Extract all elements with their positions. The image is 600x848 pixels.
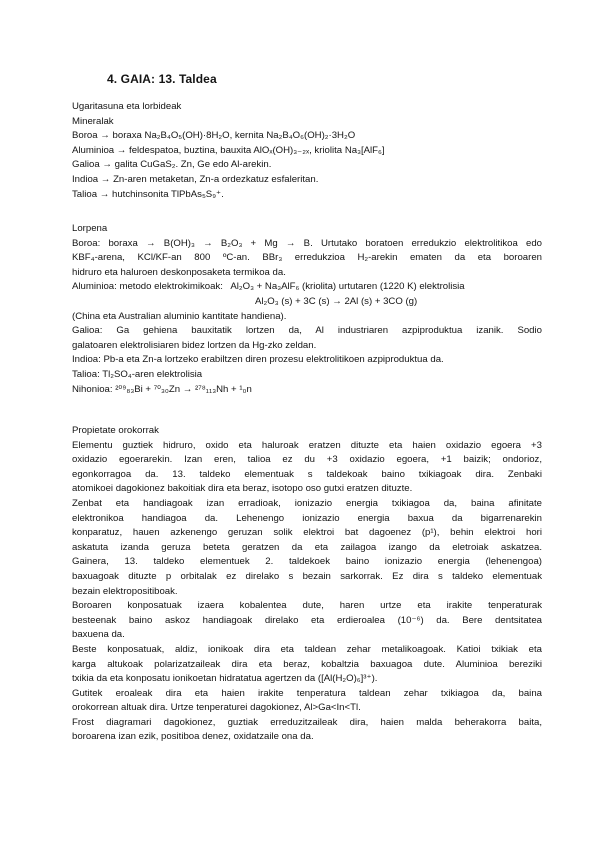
text-line: txikia da eta konposatu ionikoetan hidratatua agertzen da ([Al(H₂O)₆]³⁺). [72,673,378,685]
text-line: baxuagoak dituzte p orbitalak ez direlako s bezain sarkorrak. Ez dira s taldeko elementuak [72,570,542,582]
text-line: Aluminioa → feldespatoa, buztina, bauxita AlOₓ(OH)₃₋₂ₓ, kriolita Na₃[AlF₆] [72,144,385,156]
section-heading-production: Lorpena [72,223,108,234]
text-line: Boroa → boraxa Na₂B₄O₅(OH)·8H₂O, kernita Na₂B₄O₆(OH)₂·3H₂O [72,130,356,142]
text-line: atomikoei dagokionez bakoitiak dira eta beraz, isotopo oso gutxi eratzen dituzte. [72,483,413,495]
section-production [72,222,542,397]
text-line: Zenbat eta handiagoak izan erradioak, ionizazio energia txikiagoa da, baina afinitate [72,497,542,509]
text-line: bezain elektropositiboak. [72,585,178,597]
text-line: Galioa: Ga gehiena bauxitatik lortzen da, Al industriaren azpiproduktua izanik. Sodio [72,325,542,337]
text-line: orokorrean altuak dira. Urtze tenperaturei dagokionez, Al>Ga<In<Tl. [72,702,361,714]
text-line: elektronikoa handiagoa da. Lehenengo ionizazio energia baxua da bigarrenarekin [72,512,542,524]
text-line: Galioa → galita CuGaS₂. Zn, Ge edo Al-arekin. [72,159,272,171]
text-line: Talioa: Tl₂SO₄-aren elektrolisia [72,368,203,380]
subheading-minerals: Mineralak [72,115,114,127]
text-line: besteenak baino askoz handiagoak direlako eta erdieroalea (10⁻⁶) da. Bere dentsitatea [72,614,542,626]
text-line: Elementu guztiek hidruro, oxido eta haluroak eratzen dituzte eta haien oxidazio egoera +3 [72,439,542,451]
text-line: Boroaren konposatuak izaera kobalentea dute, haren urtze eta irakite tenperaturak [72,600,542,612]
text-line: baxuena da. [72,629,125,641]
section-properties [72,424,542,745]
text-line: karga altukoak polarizatzaileak dira eta beraz, kobaltzia baxuagoa dute. Aluminioa bereziki [72,658,542,670]
text-line: Frost diagramari dagokionez, guztiak erreduzitzaileak dira, haien malda beherakorra baita, [72,716,542,728]
section-heading-properties: Propietate orokorrak [72,425,159,436]
text-line: Beste konposatuak, aldiz, ionikoak dira eta taldean zehar metalikoagoak. Katioi txikiak eta [72,643,542,655]
text-line: Indioa: Pb-a eta Zn-a lortzeko erabiltzen diren prozesu elektrolitikoen azpiproduktua da. [72,354,444,366]
text-line: Gainera, 13. taldeko elementuek 2. taldekoek baino ionizazio energia (lehenengoa) [72,556,542,568]
text-line: Nihonioa: ²⁰⁹₈₃Bi + ⁷⁰₃₀Zn → ²⁷⁸₁₁₃Nh + ¹₀n [72,383,252,395]
text-line: Boroa: boraxa → B(OH)₃ → B₂O₃ + Mg → B. Urtutako boratoen erredukzio elektrolitikoa edo [72,237,542,249]
text-line: boroarena izan ezik, positiboa denez, oxidatzaile ona da. [72,731,314,743]
text-line: hidruro eta haluroen deskonposaketa termikoa da. [72,266,286,278]
section-heading-occurrence: Ugaritasuna eta lorbideak [72,101,182,112]
text-line: (China eta Australian aluminio kantitate handiena). [72,310,287,322]
text-line: Talioa → hutchinsonita TlPbAs₅S₉⁺. [72,188,224,200]
text-line: Aluminioa: metodo elektrokimikoak: Al₂O₃ + Na₃AlF₆ (kriolita) urtutaren (1220 K) elektrolisia [72,281,465,293]
text-line: konparatuz, hauen azkenengo geruzan solik elektroi bat dagoenez (p¹), behin elektroi hori [72,527,542,539]
text-line: Gutitek eroaleak dira eta haien irakite tenperatura taldean zehar txikiagoa da, baina [72,687,542,699]
text-line: KBF₄-arena, KCl/KF-an 800 ºC-an. BBr₃ erredukzioa H₂-arekin ematen da eta boroaren [72,252,542,264]
text-line: egonkorragoa da. 13. taldeko elementuak s taldekoak baino txikiagoak dira. Zenbaki [72,468,542,480]
section-occurrence [72,100,542,202]
page-title: 4. GAIA: 13. Taldea [107,72,217,86]
text-line: Al₂O₃ (s) + 3C (s) → 2Al (s) + 3CO (g) [255,295,418,307]
text-line: askatuta izanda geruza beteta geratzen da eta zailagoa izango da eletroiak askatzea. [72,541,542,553]
text-line: oxidazio egoerarekin. Izan eren, talioa ez du +3 oxidazio egoera, +1 baizik; ondorioz, [72,454,542,466]
text-line: Indioa → Zn-aren metaketan, Zn-a ordezkatuz esfaleritan. [72,173,319,185]
text-line: galatoaren elektrolisiaren bidez lortzen da Hg-zko zeldan. [72,339,317,351]
